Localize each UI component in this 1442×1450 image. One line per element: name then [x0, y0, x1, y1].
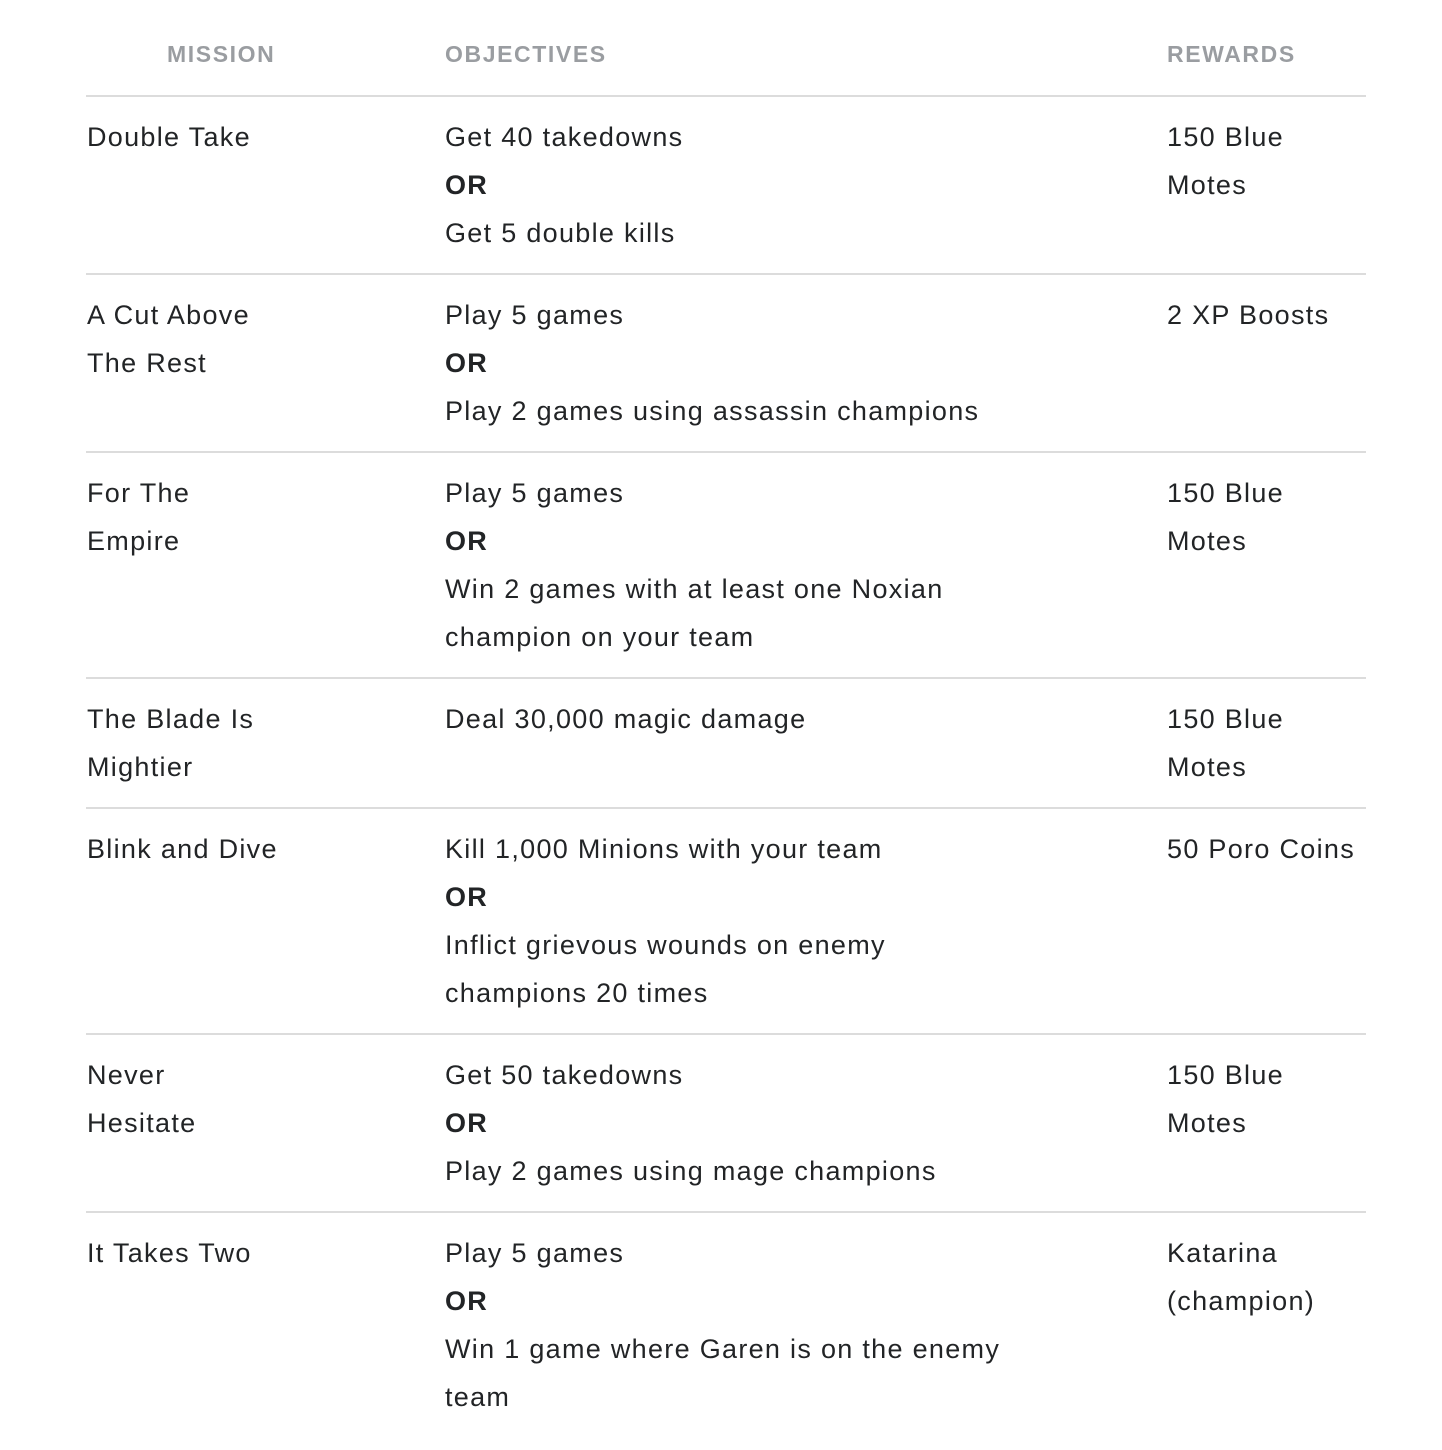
objective-text: Win 2 games with at least one Noxian — [445, 574, 944, 604]
header-mission: MISSION — [167, 41, 276, 67]
mission-name-line: Empire — [87, 526, 181, 556]
or-separator: OR — [445, 1286, 489, 1316]
objective-text: Get 50 takedowns — [445, 1060, 684, 1090]
mission-name-line: A Cut Above — [87, 300, 250, 330]
table-row — [86, 1035, 1366, 1213]
objective-text: Get 5 double kills — [445, 218, 676, 248]
objectives — [445, 1213, 1025, 1421]
reward — [1167, 679, 1367, 791]
table-row — [86, 453, 1366, 679]
mission-name — [87, 453, 287, 565]
objective-text: Inflict grievous wounds on enemy — [445, 930, 886, 960]
mission-name-line: Mightier — [87, 752, 194, 782]
table-body — [86, 97, 1366, 1449]
objective-text: Play 5 games — [445, 478, 625, 508]
objective-text: Get 40 takedowns — [445, 122, 684, 152]
reward-line: Motes — [1167, 526, 1248, 556]
objectives — [445, 97, 1025, 257]
reward-line: 150 Blue — [1167, 478, 1284, 508]
objectives — [445, 679, 1025, 743]
reward-line: 150 Blue — [1167, 122, 1284, 152]
mission-name-line: Blink and Dive — [87, 834, 278, 864]
mission-name — [87, 97, 287, 161]
objectives — [445, 1035, 1025, 1195]
mission-name — [87, 1035, 287, 1147]
objective-text: Deal 30,000 magic damage — [445, 704, 807, 734]
reward — [1167, 809, 1367, 873]
reward-line: Motes — [1167, 1108, 1248, 1138]
objective-text: Play 5 games — [445, 1238, 625, 1268]
table-row — [86, 1213, 1366, 1449]
or-separator: OR — [445, 882, 489, 912]
reward-line: 150 Blue — [1167, 704, 1284, 734]
objectives — [445, 453, 1025, 661]
missions-table — [86, 0, 1366, 1449]
objectives — [445, 809, 1025, 1017]
mission-name — [87, 275, 287, 387]
header-rewards: REWARDS — [1167, 41, 1296, 67]
mission-name — [87, 679, 287, 791]
reward-line: 50 Poro Coins — [1167, 834, 1355, 864]
reward — [1167, 97, 1367, 209]
objective-text: champion on your team — [445, 622, 755, 652]
table-header — [86, 0, 1366, 97]
mission-name-line: For The — [87, 478, 191, 508]
reward-line: Katarina — [1167, 1238, 1278, 1268]
objective-text: Win 1 game where Garen is on the enemy — [445, 1334, 1001, 1364]
reward — [1167, 453, 1367, 565]
mission-name-line: The Blade Is — [87, 704, 255, 734]
objective-text: Play 5 games — [445, 300, 625, 330]
or-separator: OR — [445, 348, 489, 378]
reward-line: Motes — [1167, 752, 1248, 782]
reward — [1167, 1213, 1367, 1325]
reward — [1167, 1035, 1367, 1147]
objective-text: Play 2 games using assassin champions — [445, 396, 980, 426]
reward — [1167, 275, 1367, 339]
or-separator: OR — [445, 526, 489, 556]
mission-name — [87, 1213, 287, 1277]
mission-name-line: It Takes Two — [87, 1238, 252, 1268]
mission-name-line: Hesitate — [87, 1108, 197, 1138]
objective-text: Play 2 games using mage champions — [445, 1156, 937, 1186]
mission-name-line: Double Take — [87, 122, 251, 152]
or-separator: OR — [445, 170, 489, 200]
reward-line: (champion) — [1167, 1286, 1316, 1316]
table-row — [86, 97, 1366, 275]
reward-line: 150 Blue — [1167, 1060, 1284, 1090]
objective-text: champions 20 times — [445, 978, 709, 1008]
table-row — [86, 809, 1366, 1035]
reward-line: Motes — [1167, 170, 1248, 200]
objective-text: Kill 1,000 Minions with your team — [445, 834, 883, 864]
mission-name — [87, 809, 287, 873]
objective-text: team — [445, 1382, 511, 1412]
mission-name-line: Never — [87, 1060, 166, 1090]
table-row — [86, 275, 1366, 453]
mission-name-line: The Rest — [87, 348, 207, 378]
table-row — [86, 679, 1366, 809]
objectives — [445, 275, 1025, 435]
or-separator: OR — [445, 1108, 489, 1138]
reward-line: 2 XP Boosts — [1167, 300, 1330, 330]
header-objectives: OBJECTIVES — [445, 41, 607, 67]
